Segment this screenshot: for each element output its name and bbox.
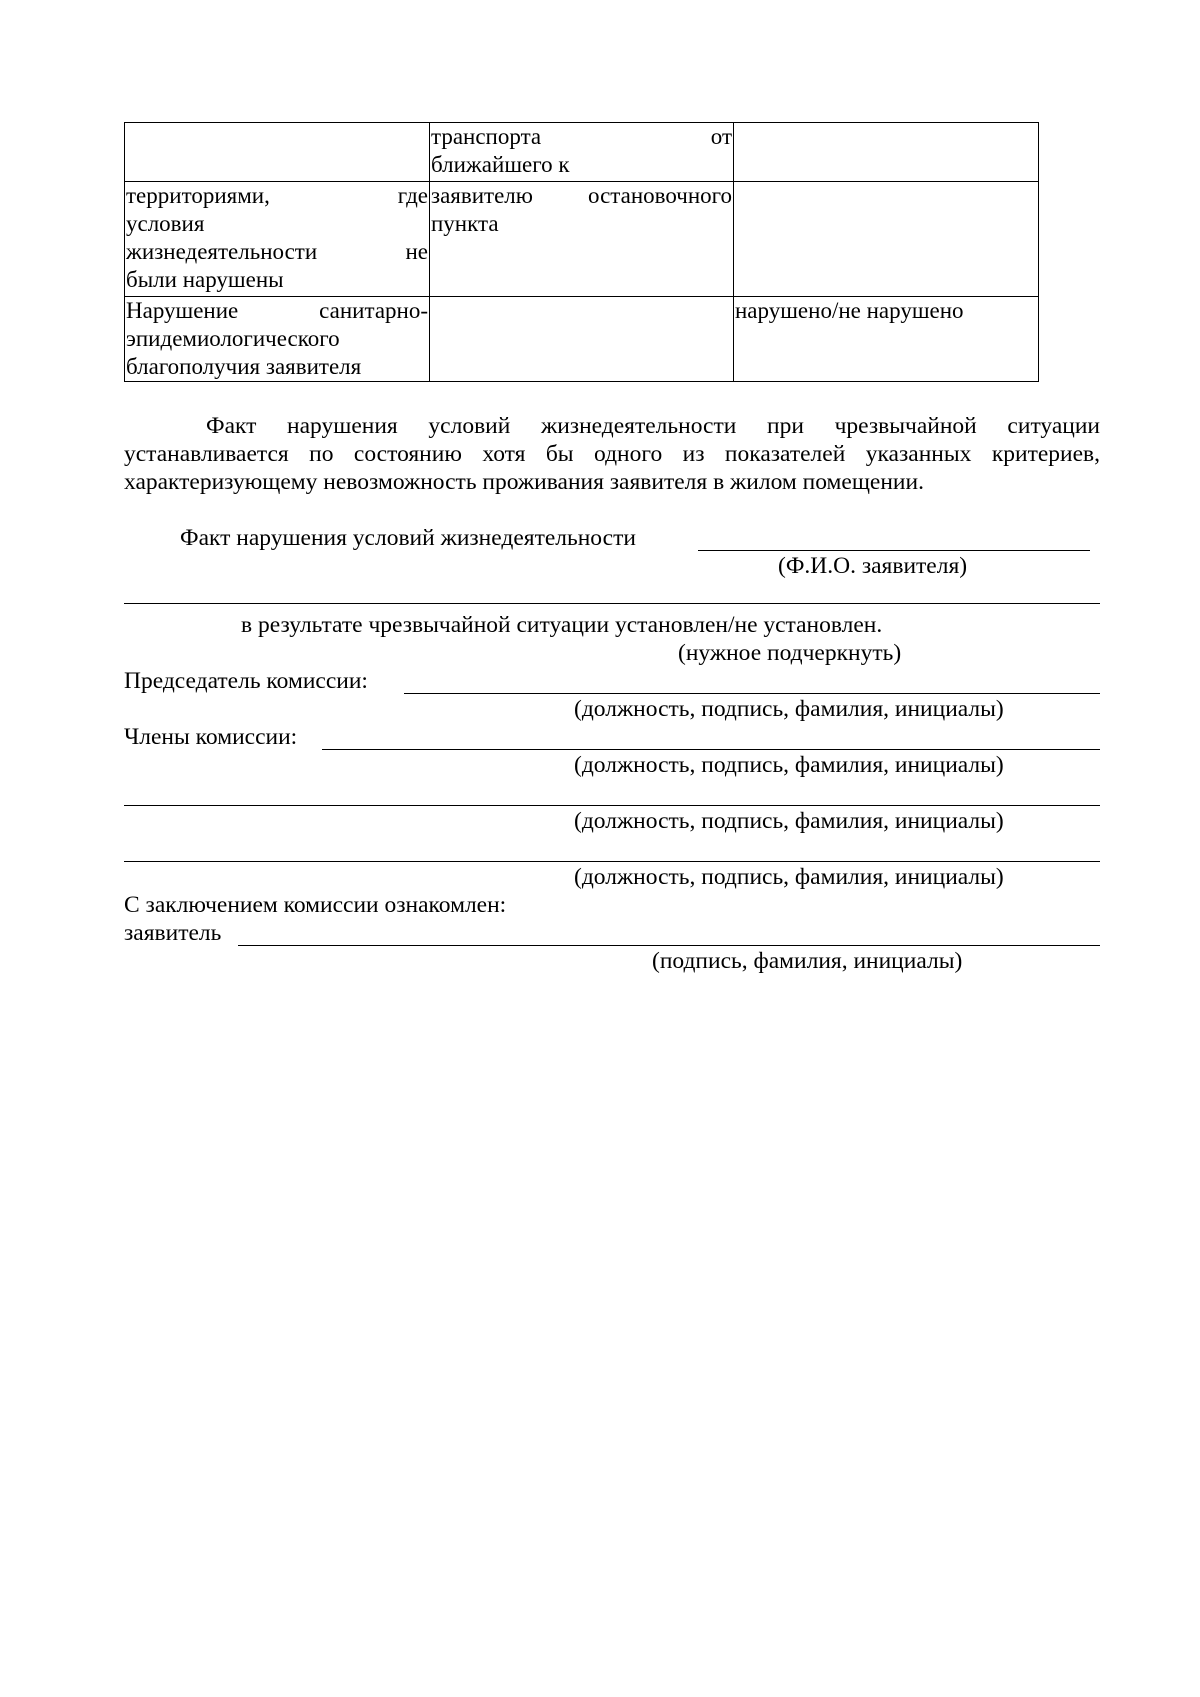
cell-text-line: Нарушение санитарно- xyxy=(126,298,428,323)
result-text: в результате чрезвычайной ситуации установлен/не установлен. xyxy=(241,612,883,638)
criteria-paragraph: Факт нарушения условий жизнедеятельности при чрезвычайной ситуации устанавливается по состоянию хотя бы одного из показателей указанных критериев, характеризующему невозможность проживания заявителя в жилом помещении. xyxy=(124,413,1100,495)
table-cell xyxy=(734,123,1039,182)
table-row xyxy=(125,123,1039,182)
table-row xyxy=(125,297,1039,382)
signature-caption: (должность, подпись, фамилия, инициалы) xyxy=(574,696,1004,722)
fio-continuation-line[interactable] xyxy=(124,603,1100,604)
table-cell xyxy=(430,123,734,182)
table-cell xyxy=(734,182,1039,297)
cell-text-line: были нарушены xyxy=(126,267,284,292)
applicant-label: заявитель xyxy=(124,920,222,946)
signature-caption: (должность, подпись, фамилия, инициалы) xyxy=(574,808,1004,834)
applicant-signature-line[interactable] xyxy=(238,945,1100,946)
criteria-table xyxy=(124,122,1039,382)
table-row xyxy=(125,182,1039,297)
fact-label: Факт нарушения условий жизнедеятельности xyxy=(180,525,636,551)
fio-caption: (Ф.И.О. заявителя) xyxy=(778,553,968,579)
cell-text-line: территориями, где xyxy=(126,183,428,208)
table-cell: нарушено/не нарушено xyxy=(734,297,1039,382)
chairman-label: Председатель комиссии: xyxy=(124,668,368,694)
member-signature-line[interactable] xyxy=(124,861,1100,862)
member-signature-line[interactable] xyxy=(124,805,1100,806)
applicant-caption: (подпись, фамилия, инициалы) xyxy=(652,948,963,974)
cell-text-line: благополучия заявителя xyxy=(126,354,362,379)
member-signature-line[interactable] xyxy=(322,749,1100,750)
cell-text-line: условия xyxy=(126,211,205,236)
signature-caption: (должность, подпись, фамилия, инициалы) xyxy=(574,752,1004,778)
table-cell xyxy=(430,297,734,382)
members-label: Члены комиссии: xyxy=(124,724,298,750)
cell-text-line: ближайшего к xyxy=(431,152,570,177)
cell-text-line: жизнедеятельности не xyxy=(126,239,428,264)
table-cell xyxy=(125,297,430,382)
fio-line[interactable] xyxy=(698,550,1090,551)
cell-text-line: пункта xyxy=(431,211,499,236)
cell-text-line: эпидемиологического xyxy=(126,326,340,351)
signature-caption: (должность, подпись, фамилия, инициалы) xyxy=(574,864,1004,890)
cell-text-line: транспорта от xyxy=(431,124,732,149)
table-cell xyxy=(125,123,430,182)
table-cell xyxy=(430,182,734,297)
acquainted-label: С заключением комиссии ознакомлен: xyxy=(124,892,507,918)
underline-hint: (нужное подчеркнуть) xyxy=(678,640,902,666)
table-cell xyxy=(125,182,430,297)
chairman-signature-line[interactable] xyxy=(404,693,1100,694)
cell-text-line: заявителю остановочного xyxy=(431,183,732,208)
